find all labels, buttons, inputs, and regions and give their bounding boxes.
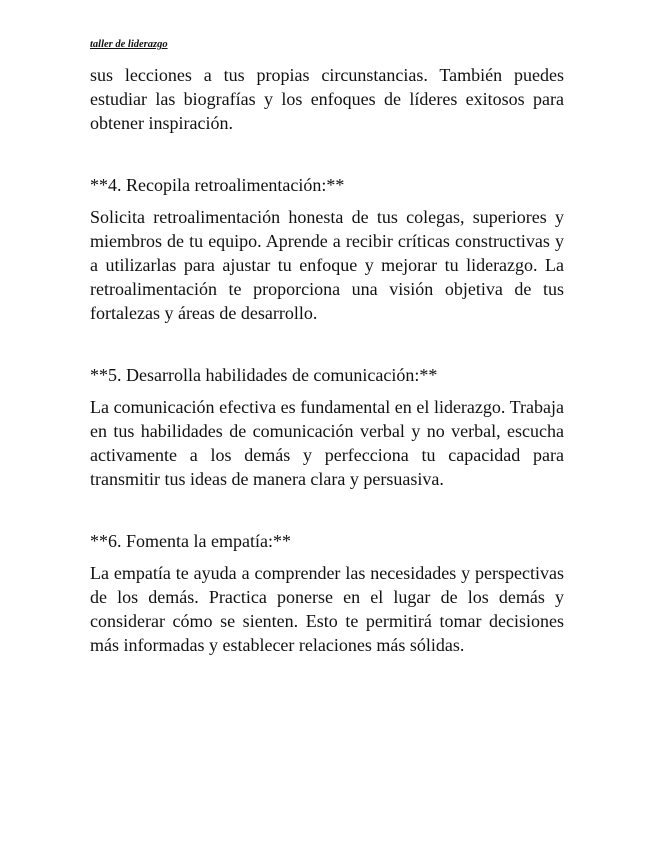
section-heading: **5. Desarrolla habilidades de comunicación:** — [90, 365, 438, 385]
section-5 — [90, 363, 564, 491]
section-body: Solicita retroalimentación honesta de tus colegas, superiores y miembros de tu equipo. Aprende a recibir críticas constructivas y a utilizarlas para ajustar tu enfoque y mejorar tu liderazgo. La retroalimentación te proporciona una visión objetiva de tus fortalezas y áreas de desarrollo. — [90, 207, 564, 323]
section-4 — [90, 173, 564, 325]
section-heading: **4. Recopila retroalimentación:** — [90, 175, 345, 195]
section-6 — [90, 529, 564, 657]
section-body: La empatía te ayuda a comprender las necesidades y perspectivas de los demás. Practica ponerse en el lugar de los demás y considerar cómo se sienten. Esto te permitirá tomar decisiones más informadas y establecer relaciones más sólidas. — [90, 563, 564, 655]
section-heading: **6. Fomenta la empatía:** — [90, 531, 291, 551]
running-header: taller de liderazgo — [90, 39, 168, 50]
document-page — [90, 38, 564, 657]
intro-paragraph: sus lecciones a tus propias circunstancias. También puedes estudiar las biografías y los enfoques de líderes exitosos para obtener inspiración. — [90, 65, 564, 133]
section-body: La comunicación efectiva es fundamental en el liderazgo. Trabaja en tus habilidades de comunicación verbal y no verbal, escucha activamente a los demás y perfecciona tu capacidad para transmitir tus ideas de manera clara y persuasiva. — [90, 397, 564, 489]
